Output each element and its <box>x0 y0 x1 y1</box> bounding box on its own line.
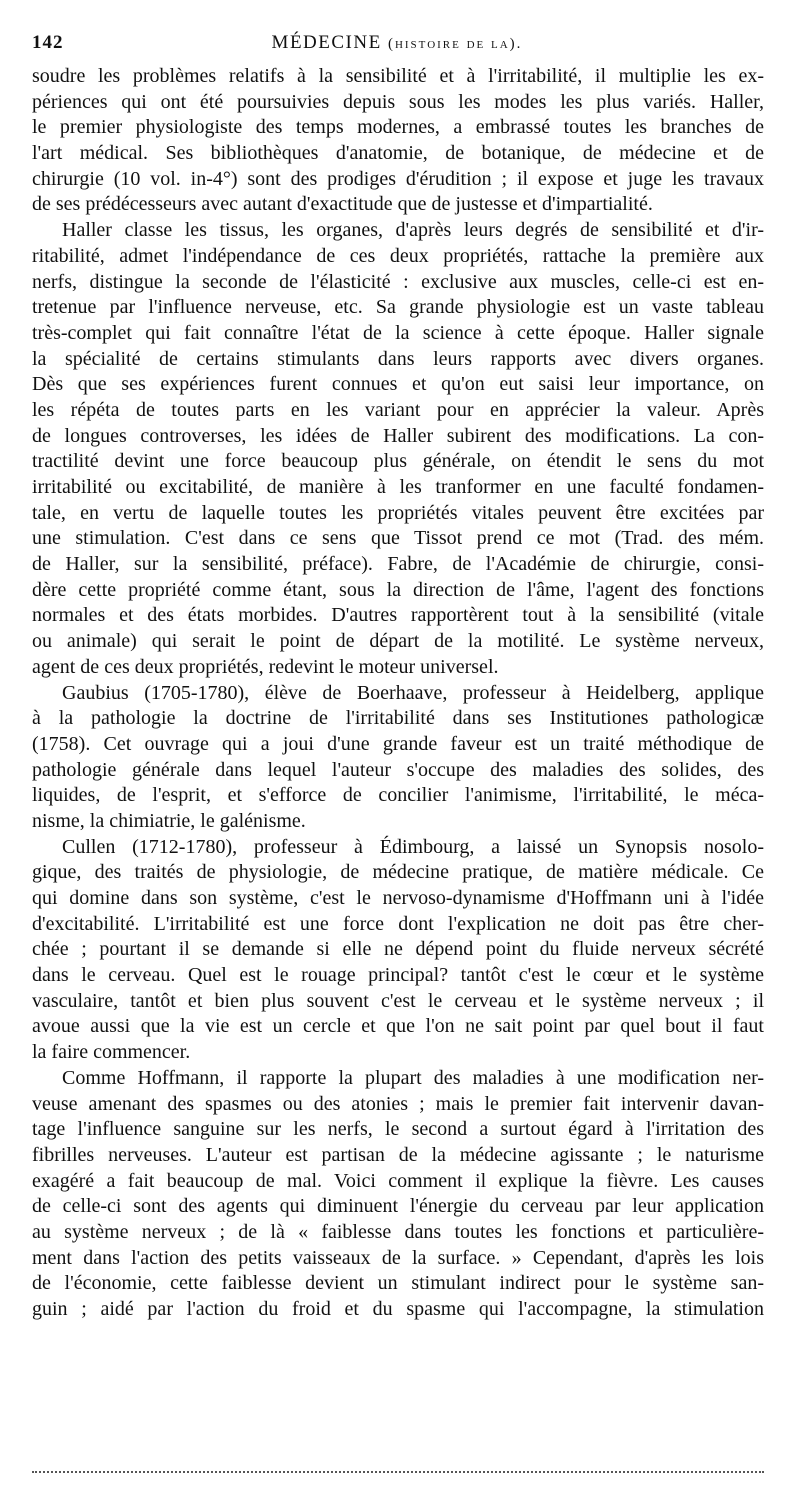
running-title <box>32 30 762 57</box>
text-line: vasculaire, tantôt et bien plus souvent c'est le cerveau et le système nerveux ; il <box>32 989 764 1012</box>
text-line: Comme Hoffmann, il rapporte la plupart des maladies à une modification ner- <box>62 1066 764 1089</box>
text-line: dans le cerveau. Quel est le rouage principal? tantôt c'est le cœur et le système <box>32 964 764 987</box>
footer-dotted-rule <box>32 1471 764 1473</box>
text-line: nerfs, distingue la seconde de l'élasticité : exclusive aux muscles, celle-ci est en- <box>32 270 764 293</box>
text-line: les répéta de toutes parts en les variant pour en apprécier la valeur. Après <box>32 398 764 421</box>
text-line: fibrilles nerveuses. L'auteur est partisan de la médecine agissante ; le naturisme <box>32 1143 764 1166</box>
text-line: ment dans l'action des petits vaisseaux de la surface. » Cependant, d'après les lois <box>32 1246 764 1269</box>
text-line: de celle-ci sont des agents qui diminuent l'énergie du cerveau par leur application <box>32 1195 764 1218</box>
text-line: une stimulation. C'est dans ce sens que Tissot prend ce mot (Trad. des mém. <box>32 527 764 550</box>
text-line: avoue aussi que la vie est un cercle et que l'on ne sait point par quel bout il faut <box>32 1015 764 1038</box>
text-line: Cullen (1712-1780), professeur à Édimbourg, a laissé un Synopsis nosolo- <box>62 835 764 858</box>
text-line: guin ; aidé par l'action du froid et du spasme qui l'accompagne, la stimulation <box>32 1298 764 1320</box>
text-line: Haller classe les tissus, les organes, d'après leurs degrés de sensibilité et d'ir- <box>62 219 764 242</box>
text-line: nisme, la chimiatrie, le galénisme. <box>32 809 306 832</box>
text-line: dère cette propriété comme étant, sous la direction de l'âme, l'agent des fonctions <box>32 578 764 601</box>
text-line: d'excitabilité. L'irritabilité est une force dont l'explication ne doit pas être cher- <box>32 912 764 935</box>
text-line: pathologie générale dans lequel l'auteur s'occupe des maladies des solides, des <box>32 758 764 781</box>
text-line: de Haller, sur la sensibilité, préface). Fabre, de l'Académie de chirurgie, consi- <box>32 553 764 576</box>
text-line: chée ; pourtant il se demande si elle ne dépend point du fluide nerveux sécrété <box>32 938 764 961</box>
text-line: ritabilité, admet l'indépendance de ces deux propriétés, rattache la première aux <box>32 244 764 267</box>
text-line: liquides, de l'esprit, et s'efforce de concilier l'animisme, l'irritabilité, le méca- <box>32 784 764 807</box>
text-line: veuse amenant des spasmes ou des atonies ; mais le premier fait intervenir davan- <box>32 1092 764 1115</box>
text-line: très-complet qui fait connaître l'état de la science à cette époque. Haller signale <box>32 321 764 344</box>
text-line: tale, en vertu de laquelle toutes les propriétés vitales peuvent être excitées par <box>32 501 764 524</box>
text-line: agent de ces deux propriétés, redevint le moteur universel. <box>32 655 499 678</box>
text-line: la faire commencer. <box>32 1041 191 1064</box>
text-line: périences qui ont été poursuivies depuis sous les modes les plus variés. Haller, <box>32 90 764 113</box>
text-line: exagéré a fait beaucoup de mal. Voici comment il explique la fièvre. Les causes <box>32 1169 764 1192</box>
text-line: le premier physiologiste des temps modernes, a embrassé toutes les branches de <box>32 116 764 139</box>
text-line: tage l'influence sanguine sur les nerfs, le second a surtout égard à l'irritation des <box>32 1118 764 1141</box>
running-title-subtitle: (histoire de la). <box>387 36 523 52</box>
text-line: chirurgie (10 vol. in-4°) sont des prodiges d'érudition ; il expose et juge les travaux <box>32 167 764 190</box>
text-line: Gaubius (1705-1780), élève de Boerhaave, professeur à Heidelberg, applique <box>62 681 764 704</box>
body-text <box>32 64 764 1323</box>
text-line: normales et des états morbides. D'autres rapportèrent tout à la sensibilité (vitale <box>32 604 764 627</box>
text-line: ou animale) qui serait le point de départ de la motilité. Le système nerveux, <box>32 630 764 653</box>
text-line: l'art médical. Ses bibliothèques d'anatomie, de botanique, de médecine et de <box>32 142 764 165</box>
text-line: irritabilité ou excitabilité, de manière à les tranformer en une faculté fondamen- <box>32 476 764 498</box>
text-line: de ses prédécesseurs avec autant d'exactitude que de justesse et d'impartialité. <box>32 193 653 216</box>
page-number: 142 <box>32 32 64 53</box>
text-line: de l'économie, cette faiblesse devient un stimulant indirect pour le système san- <box>32 1272 764 1295</box>
text-line: soudre les problèmes relatifs à la sensibilité et à l'irritabilité, il multiplie les ex- <box>32 65 764 87</box>
text-line: à la pathologie la doctrine de l'irritabilité dans ses Institutiones pathologicæ <box>32 707 764 730</box>
text-line: qui domine dans son système, c'est le nervoso-dynamisme d'Hoffmann uni à l'idée <box>32 887 764 909</box>
text-line: (1758). Cet ouvrage qui a joui d'une grande faveur est un traité méthodique de <box>32 732 764 755</box>
text-line: gique, des traités de physiologie, de médecine pratique, de matière médicale. Ce <box>32 861 764 884</box>
text-line: la spécialité de certains stimulants dans leurs rapports avec divers organes. <box>32 347 764 370</box>
text-line: au système nerveux ; de là « faiblesse dans toutes les fonctions et particulière- <box>32 1220 764 1243</box>
text-line: de longues controverses, les idées de Haller subirent des modifications. La con- <box>32 424 764 447</box>
text-line: Dès que ses expériences furent connues et qu'on eut saisi leur importance, on <box>32 373 764 396</box>
running-header <box>32 30 762 56</box>
text-line: tretenue par l'influence nerveuse, etc. Sa grande physiologie est un vaste tableau <box>32 296 764 319</box>
running-title-main: MÉDECINE <box>271 32 382 53</box>
text-line: tractilité devint une force beaucoup plus générale, on étendit le sens du mot <box>32 450 764 473</box>
